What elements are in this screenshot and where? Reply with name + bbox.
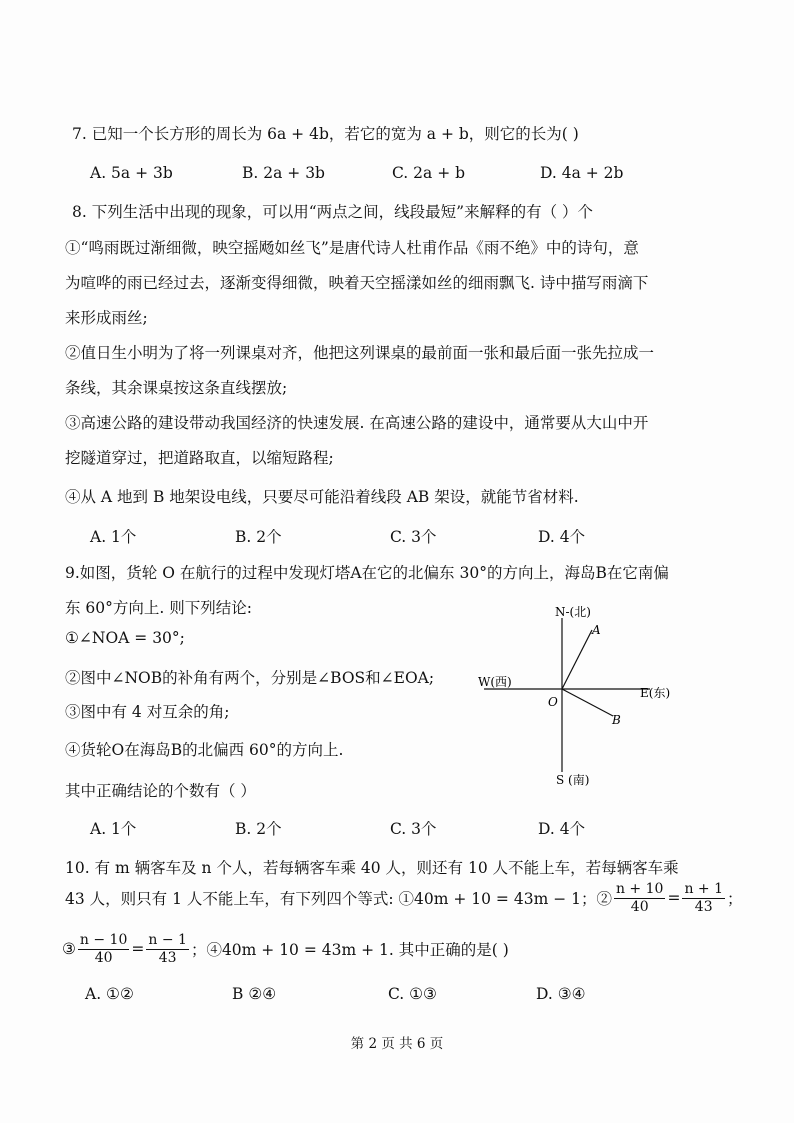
fraction	[146, 932, 189, 967]
q9-line: 9.如图，货轮 O 在航行的过程中发现灯塔A在它的北偏东 30°的方向上，海岛B在它南偏	[65, 564, 669, 582]
q9-ask: 其中正确结论的个数有（ ）	[65, 782, 256, 800]
q9-option-d: D. 4个	[538, 820, 586, 838]
ray-ob	[562, 689, 613, 716]
q10-line	[65, 878, 743, 918]
fraction-numerator: n − 1	[148, 931, 187, 948]
q8-line: ④从 A 地到 B 地架设电线，只要尽可能沿着线段 AB 架设，就能节省材料.	[65, 488, 579, 506]
q7-option-d: D. 4a + 2b	[540, 164, 624, 182]
q7-option-c: C. 2a + b	[392, 164, 466, 182]
q8-stem: 8. 下列生活中出现的现象，可以用“两点之间，线段最短”来解释的有（ ）个	[72, 203, 593, 221]
fraction-numerator: n + 1	[684, 880, 723, 897]
point-b-label: B	[612, 713, 621, 727]
q8-option-a: A. 1个	[90, 528, 137, 546]
ray-oa	[562, 630, 592, 689]
fraction-numerator: n − 10	[79, 931, 128, 948]
fraction	[614, 881, 665, 916]
fraction-denominator: 43	[158, 949, 177, 966]
q9-line: 东 60°方向上. 则下列结论:	[65, 599, 252, 617]
q10-line2-text: 43 人，则只有 1 人不能上车，有下列四个等式: ①40m + 10 = 43m − 1；②	[65, 890, 612, 908]
south-label: S (南)	[556, 773, 590, 787]
origin-label: O	[548, 695, 558, 709]
q8-line: 来形成雨丝;	[65, 309, 148, 327]
q8-option-d: D. 4个	[538, 528, 586, 546]
equals-sign: =	[131, 940, 145, 958]
east-label: E(东)	[640, 686, 671, 700]
equals-sign: =	[667, 889, 681, 907]
north-label: N-(北)	[555, 605, 591, 619]
q10-option-b: B ②④	[232, 985, 277, 1003]
q8-line: ②值日生小明为了将一列课桌对齐，他把这列课桌的最前面一张和最后面一张先拉成一	[65, 344, 655, 362]
fraction-denominator: 40	[94, 949, 113, 966]
q9-item: ④货轮O在海岛B的北偏西 60°的方向上.	[65, 741, 344, 759]
q8-line: 为喧哗的雨已经过去，逐渐变得细微，映着天空摇漾如丝的细雨飘飞. 诗中描写雨滴下	[65, 274, 649, 292]
q10-option-c: C. ①③	[388, 985, 437, 1003]
q7-stem: 7. 已知一个长方形的周长为 6a + 4b，若它的宽为 a + b，则它的长为( )	[72, 125, 579, 143]
fraction-denominator: 40	[630, 898, 649, 915]
fraction	[682, 881, 725, 916]
page-footer: 第 2 页 共 6 页	[350, 1036, 444, 1052]
q8-line: ①“鸣雨既过渐细微，映空摇飏如丝飞”是唐代诗人杜甫作品《雨不绝》中的诗句，意	[65, 239, 639, 257]
q8-line: 挖隧道穿过，把道路取直，以缩短路程;	[65, 449, 334, 467]
q9-option-c: C. 3个	[390, 820, 437, 838]
point-a-label: A	[592, 623, 601, 637]
q10-line: 10. 有 m 辆客车及 n 个人，若每辆客车乘 40 人，则还有 10 人不能上车，若每辆客车乘	[65, 859, 679, 877]
fraction-denominator: 43	[694, 898, 713, 915]
q9-option-a: A. 1个	[90, 820, 137, 838]
q10-option-d: D. ③④	[536, 985, 586, 1003]
q9-item: ①∠NOA = 30°;	[65, 629, 185, 647]
q7-option-b: B. 2a + 3b	[242, 164, 325, 182]
q10-line	[62, 929, 509, 969]
q8-line: ③高速公路的建设带动我国经济的快速发展. 在高速公路的建设中，通常要从大山中开	[65, 414, 649, 432]
q10-option-a: A. ①②	[85, 985, 134, 1003]
q8-option-c: C. 3个	[390, 528, 437, 546]
q8-option-b: B. 2个	[235, 528, 282, 546]
q9-option-b: B. 2个	[235, 820, 282, 838]
q7-option-a: A. 5a + 3b	[90, 164, 173, 182]
q8-line: 条线，其余课桌按这条直线摆放;	[65, 379, 288, 397]
fraction-numerator: n + 10	[615, 880, 664, 897]
q9-item: ②图中∠NOB的补角有两个，分别是∠BOS和∠EOA;	[65, 669, 435, 687]
q10-line3-tail: ；④40m + 10 = 43m + 1. 其中正确的是( )	[190, 941, 509, 959]
q9-item: ③图中有 4 对互余的角;	[65, 703, 230, 721]
q10-eq3-prefix: ③	[62, 940, 76, 958]
fraction	[78, 932, 129, 967]
compass-figure	[470, 600, 720, 800]
west-label: W(西)	[478, 675, 512, 689]
semicolon: ；	[727, 890, 743, 908]
